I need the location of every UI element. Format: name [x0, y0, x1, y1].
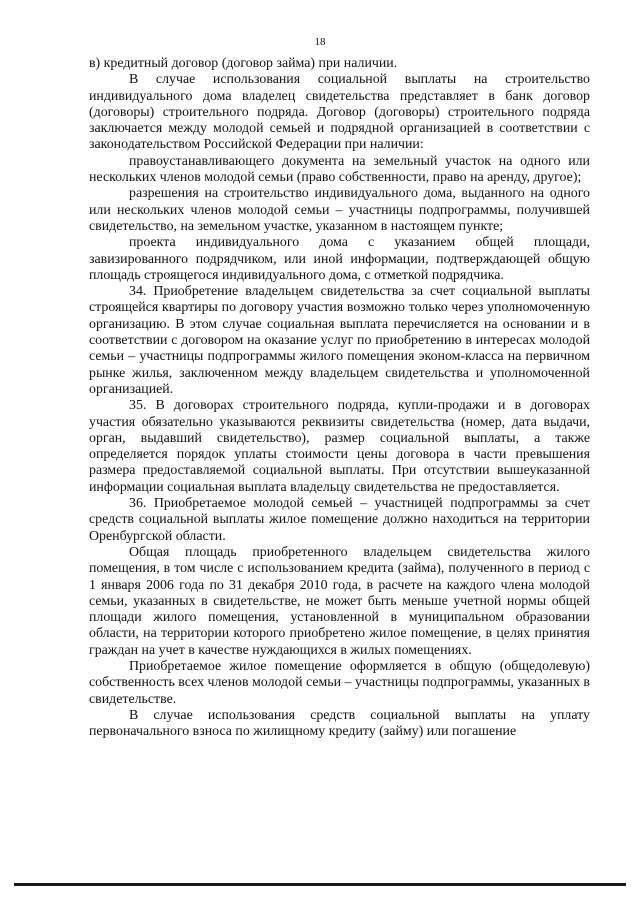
paragraph-construction-contract: В случае использования социальной выплаты на строительство индивидуального дома владелец свидетельства представляет в банк договор (договоры) строительного подряда. Договор (договоры) строительного подряда заключается между молодой семьей и подрядной организацией в соответствии с законодательством Российской Федерации при наличии:	[89, 72, 590, 153]
paragraph-item-36: 36. Приобретаемое молодой семьей – участницей подпрограммы за счет средств социальной выплаты жилое помещение должно находиться на территории Оренбургской области.	[89, 496, 590, 544]
paragraph-ownership: Приобретаемое жилое помещение оформляется в общую (общедолевую) собственность всех членов молодой семьи – участницы подпрограммы, указанных в свидетельстве.	[89, 658, 590, 707]
paragraph-house-project: проекта индивидуального дома с указанием общей площади, завизированного подрядчиком, или иной информации, подтверждающей общую площадь строящегося индивидуального дома, с отметкой подрядчика.	[89, 235, 590, 283]
paragraph-credit-agreement: в) кредитный договор (договор займа) при наличии.	[89, 56, 398, 71]
paragraph-total-area: Общая площадь приобретенного владельцем свидетельства жилого помещения, в том числе с использованием кредита (займа), полученного в период с 1 января 2006 года по 31 декабря 2010 года, в расчете на каждого члена молодой семьи, указанных в свидетельстве, не может быть меньше учетной нормы общей площади жилого помещения, установленной в муниципальном образовании области, на территории которого приобретено жилое помещение, в целях принятия граждан на учет в качестве нуждающихся в жилых помещениях.	[89, 544, 590, 658]
paragraph-item-35: 35. В договорах строительного подряда, купли-продажи и в договорах участия обязательно указываются реквизиты свидетельства (номер, дата выдачи, орган, выдавший свидетельство), размер социальной выплаты, а также определяется порядок уплаты стоимости цены договора в части превышения размера предоставляемой социальной выплаты. При отсутствии вышеуказанной информации социальная выплата владельцу свидетельства не предоставляется.	[89, 398, 590, 495]
paragraph-building-permit: разрешения на строительство индивидуального дома, выданного на одного или нескольких членов молодой семьи – участницы подпрограммы, получившей свидетельство, на земельном участке, указанном в настоящем пункте;	[89, 186, 590, 234]
page-number: 18	[314, 36, 326, 48]
document-body	[89, 56, 590, 740]
paragraph-land-title: правоустанавливающего документа на земельный участок на одного или нескольких членов молодой семьи (право собственности, право на аренду, другое);	[89, 153, 590, 186]
paragraph-initial-payment: В случае использования средств социальной выплаты на уплату первоначального взноса по жилищному кредиту (займу) или погашение	[89, 707, 590, 740]
bottom-divider	[14, 883, 626, 886]
paragraph-item-34: 34. Приобретение владельцем свидетельства за счет социальной выплаты строящейся квартиры по договору участия возможно только через уполномоченную организацию. В этом случае социальная выплата перечисляется на основании и в соответствии с договором на оказание услуг по приобретению в интересах молодой семьи – участницы подпрограммы жилого помещения эконом-класса на первичном рынке жилья, заключенном между владельцем свидетельства и уполномоченной организацией.	[89, 284, 590, 397]
